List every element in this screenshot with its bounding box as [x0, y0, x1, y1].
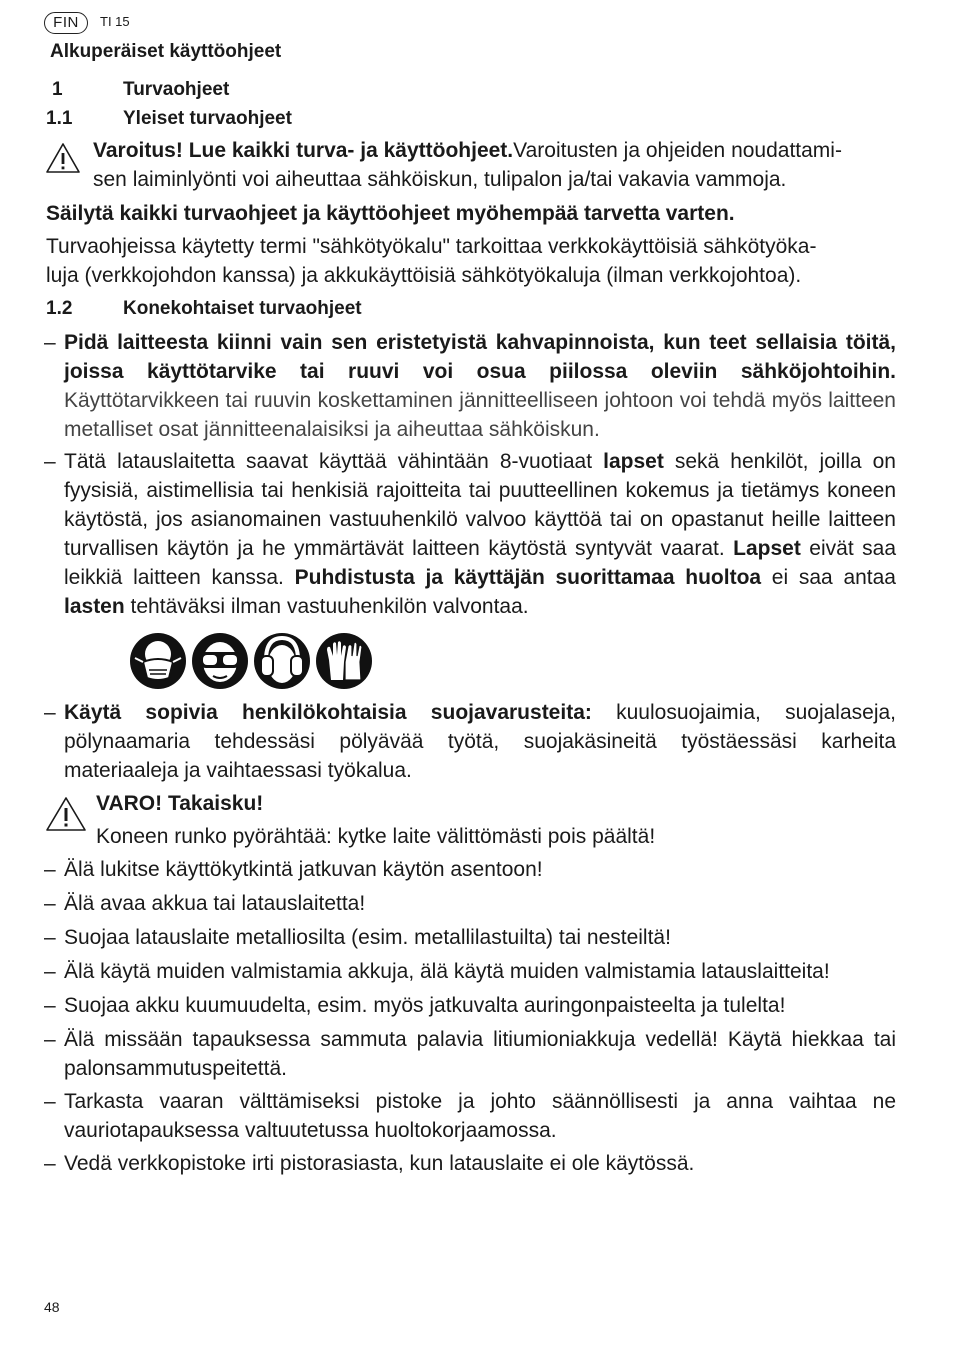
item-bold: Lapset — [733, 537, 801, 560]
subsection-number: 1.1 — [46, 108, 73, 129]
item-text: sekä henkilöt, joilla on fyysisiä, aistimellisia tai henkisiä rajoitteita tai puutteellinen kokemus ja tietämys koneen käytöstä, jos asianomainen vastuuhenkilö valvoo käyttöä tai on opastanut heille laitteen turvallisen käytön ja he ymmärtävät laitteen käytöstä syntyvät vaarat. — [64, 450, 896, 560]
warning-line-1 — [93, 136, 896, 165]
list-dash: – — [44, 331, 56, 354]
model-name: TI 15 — [100, 14, 130, 29]
item-text: kuulosuojaimia, suojalaseja, pölynaamaria tehdessäsi pölyävää työtä, suojakäsineitä työstäessäsi karheita materiaaleja ja vaihtaessasi työkalua. — [64, 701, 896, 782]
list-dash: – — [44, 1028, 56, 1051]
list-dash: – — [44, 994, 56, 1017]
list-item — [44, 1087, 896, 1145]
section-number: 1 — [52, 79, 63, 100]
page-number: 48 — [44, 1299, 60, 1315]
list-item — [44, 328, 896, 444]
item-text: Vedä verkkopistoke irti pistorasiasta, kun latauslaite ei ole käytössä. — [64, 1152, 695, 1175]
list-dash: – — [44, 960, 56, 983]
section-title: Turvaohjeet — [123, 79, 230, 100]
list-dash: – — [44, 450, 56, 473]
warning-triangle-icon — [45, 142, 81, 174]
subsection-title: Yleiset turvaohjeet — [123, 108, 292, 129]
warning-text-a: Varoitusten ja ohjeiden noudattami- — [513, 139, 842, 162]
protective-gloves-icon — [315, 632, 373, 690]
list-item — [44, 447, 896, 621]
item-bold: lapset — [603, 450, 664, 473]
dust-mask-icon — [129, 632, 187, 690]
item-text: ei saa antaa — [761, 566, 896, 589]
item-text: Suojaa akku kuumuudelta, esim. myös jatkuvalta auringonpaisteelta ja tulelta! — [64, 994, 786, 1017]
safety-goggles-icon — [191, 632, 249, 690]
item-text: eivät saa leikkiä laitteen kanssa. — [64, 537, 896, 589]
term-definition-b: luja (verkkojohdon kanssa) ja akkukäyttöisiä sähkötyökaluja (ilman verkkojohtoa). — [46, 264, 802, 287]
list-dash: – — [44, 1152, 56, 1175]
item-bold: Käytä sopivia henkilökohtaisia suojavarusteita: — [64, 701, 592, 724]
warning-text: Koneen runko pyörähtää: kytke laite välittömästi pois päältä! — [96, 825, 656, 848]
list-item — [44, 698, 896, 785]
list-item — [44, 855, 896, 884]
language-badge: FIN — [44, 12, 88, 34]
item-text: Älä käytä muiden valmistamia akkuja, älä käytä muiden valmistamia latauslaitteita! — [64, 960, 830, 983]
document-title: Alkuperäiset käyttöohjeet — [50, 41, 282, 62]
item-bold: lasten — [64, 595, 125, 618]
subsection-title: Konekohtaiset turvaohjeet — [123, 298, 362, 319]
item-bold: Puhdistusta ja käyttäjän suorittamaa huoltoa — [294, 566, 762, 589]
item-text: Älä missään tapauksessa sammuta palavia litiumioniakkuja vedellä! Käytä hiekkaa tai palonsammutuspeitettä. — [64, 1028, 896, 1080]
term-definition-a: Turvaohjeissa käytetty termi "sähkötyökalu" tarkoittaa verkkokäyttöisiä sähkötyöka- — [46, 235, 817, 258]
keep-instructions: Säilytä kaikki turvaohjeet ja käyttöohjeet myöhempää tarvetta varten. — [46, 202, 735, 225]
item-text: Tarkasta vaaran välttämiseksi pistoke ja johto säännöllisesti ja anna vaihtaa ne vauriotapauksessa valtuutetussa huoltokorjaamossa. — [64, 1090, 896, 1142]
warning-title: VARO! Takaisku! — [96, 792, 264, 815]
list-item — [44, 957, 896, 986]
warning-text-b: sen laiminlyönti voi aiheuttaa sähköiskun, tulipalon ja/tai vakavia vammoja. — [93, 168, 787, 191]
warning-bold: Varoitus! Lue kaikki turva- ja käyttöohjeet. — [93, 139, 514, 162]
list-dash: – — [44, 1090, 56, 1113]
list-item — [44, 991, 896, 1020]
item-text: tehtäväksi ilman vastuuhenkilön valvontaa. — [124, 595, 529, 618]
list-dash: – — [44, 858, 56, 881]
item-text: Tätä latauslaitetta saavat käyttää vähintään 8-vuotiaat — [64, 450, 604, 473]
list-item — [44, 889, 896, 918]
warning-triangle-icon — [45, 796, 87, 832]
item-text: Älä lukitse käyttökytkintä jatkuvan käytön asentoon! — [64, 858, 543, 881]
list-dash: – — [44, 701, 56, 724]
ear-protection-icon — [253, 632, 311, 690]
item-text: Suojaa latauslaite metalliosilta (esim. metallilastuilta) tai nesteiltä! — [64, 926, 671, 949]
list-item — [44, 923, 896, 952]
list-item — [44, 1149, 896, 1178]
subsection-number: 1.2 — [46, 298, 73, 319]
item-bold: Pidä laitteesta kiinni vain sen eristetyistä kahvapinnoista, kun teet sellaisia töitä, joissa käyttötarvike tai ruuvi voi osua piilossa oleviin sähköjohtoihin. — [64, 331, 896, 383]
list-item — [44, 1025, 896, 1083]
item-text: Älä avaa akkua tai latauslaitetta! — [64, 892, 366, 915]
list-dash: – — [44, 892, 56, 915]
item-text: Käyttötarvikkeen tai ruuvin koskettaminen jännitteelliseen johtoon voi tehdä myös laitteen metalliset osat jännitteenalaisiksi ja aiheuttaa sähköiskun. — [64, 389, 896, 441]
list-dash: – — [44, 926, 56, 949]
